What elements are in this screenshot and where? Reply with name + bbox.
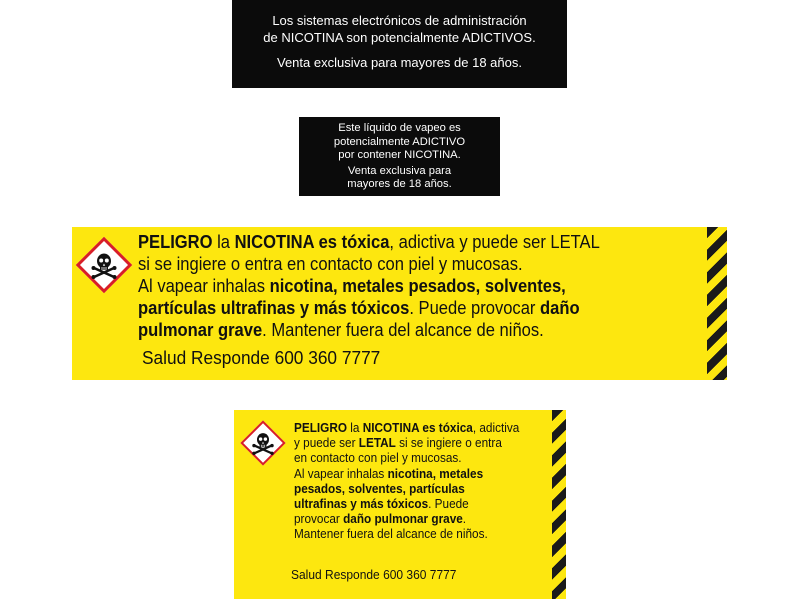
text-fragment: , adictiva y puede ser LETAL xyxy=(389,231,600,252)
hazard-pictogram xyxy=(76,237,132,293)
text-fragment: nicotina, metales pesados, solventes, xyxy=(269,275,566,296)
text-fragment: pesados, solventes, partículas xyxy=(294,480,465,496)
age-restriction-line: Venta exclusiva para mayores de 18 años. xyxy=(277,55,522,70)
notice-line: potencialmente ADICTIVO xyxy=(333,135,466,148)
warning-line: si se ingiere o entra en contacto con piel y mucosas. xyxy=(138,253,523,274)
skull-crossbones-icon xyxy=(90,251,118,279)
text-fragment: . Mantener fuera del alcance de niños. xyxy=(262,319,544,340)
toxicity-warning-wide xyxy=(72,227,727,380)
text-fragment: la xyxy=(346,420,363,435)
notice-line: Los sistemas electrónicos de administración xyxy=(272,13,527,28)
hazard-stripes xyxy=(707,227,727,380)
hazard-pictogram xyxy=(240,420,286,466)
nicotine-addiction-notice-large xyxy=(232,0,567,88)
toxicity-warning-compact xyxy=(234,410,566,599)
text-fragment: la xyxy=(212,231,235,252)
notice-line: por contener NICOTINA. xyxy=(338,149,461,161)
skull-crossbones-icon xyxy=(251,431,275,455)
nicotina-toxica: NICOTINA es tóxica xyxy=(362,420,473,435)
text-fragment: provocar xyxy=(294,511,344,527)
text-fragment: daño xyxy=(540,297,580,318)
nicotina-toxica: NICOTINA es tóxica xyxy=(234,231,390,252)
text-fragment: y puede ser xyxy=(294,435,359,451)
text-fragment: . Puede provocar xyxy=(409,297,541,318)
text-fragment: , adictiva xyxy=(472,420,520,435)
text-fragment: pulmonar grave xyxy=(138,319,263,340)
text-fragment: Al vapear inhalas xyxy=(138,275,270,296)
notice-line: Este líquido de vapeo es xyxy=(338,122,461,134)
text-fragment: Al vapear inhalas xyxy=(294,465,388,481)
notice-line: de NICOTINA son potencialmente ADICTIVOS. xyxy=(263,30,536,45)
age-restriction-line: Venta exclusiva para xyxy=(347,164,452,177)
text-fragment: si se ingiere o entra xyxy=(395,435,502,451)
age-restriction-line: mayores de 18 años. xyxy=(347,178,452,190)
text-fragment: LETAL xyxy=(358,435,396,451)
warning-text xyxy=(138,231,651,341)
nicotine-addiction-notice-small xyxy=(299,117,500,196)
hazard-stripes xyxy=(552,410,566,599)
warning-text xyxy=(294,420,542,542)
text-fragment: nicotina, metales xyxy=(387,465,484,481)
health-hotline: Salud Responde 600 360 7777 xyxy=(142,348,381,368)
peligro-label: PELIGRO xyxy=(294,420,347,435)
warning-line: en contacto con piel y mucosas. xyxy=(294,450,462,466)
text-fragment: . Puede xyxy=(428,496,469,512)
text-fragment: . xyxy=(462,511,467,527)
text-fragment: ultrafinas y más tóxicos xyxy=(294,496,429,512)
health-hotline: Salud Responde 600 360 7777 xyxy=(291,568,457,582)
text-fragment: daño pulmonar grave xyxy=(343,511,463,527)
text-fragment: partículas ultrafinas y más tóxicos xyxy=(138,297,410,318)
warning-line: Mantener fuera del alcance de niños. xyxy=(294,526,488,542)
peligro-label: PELIGRO xyxy=(138,231,213,252)
